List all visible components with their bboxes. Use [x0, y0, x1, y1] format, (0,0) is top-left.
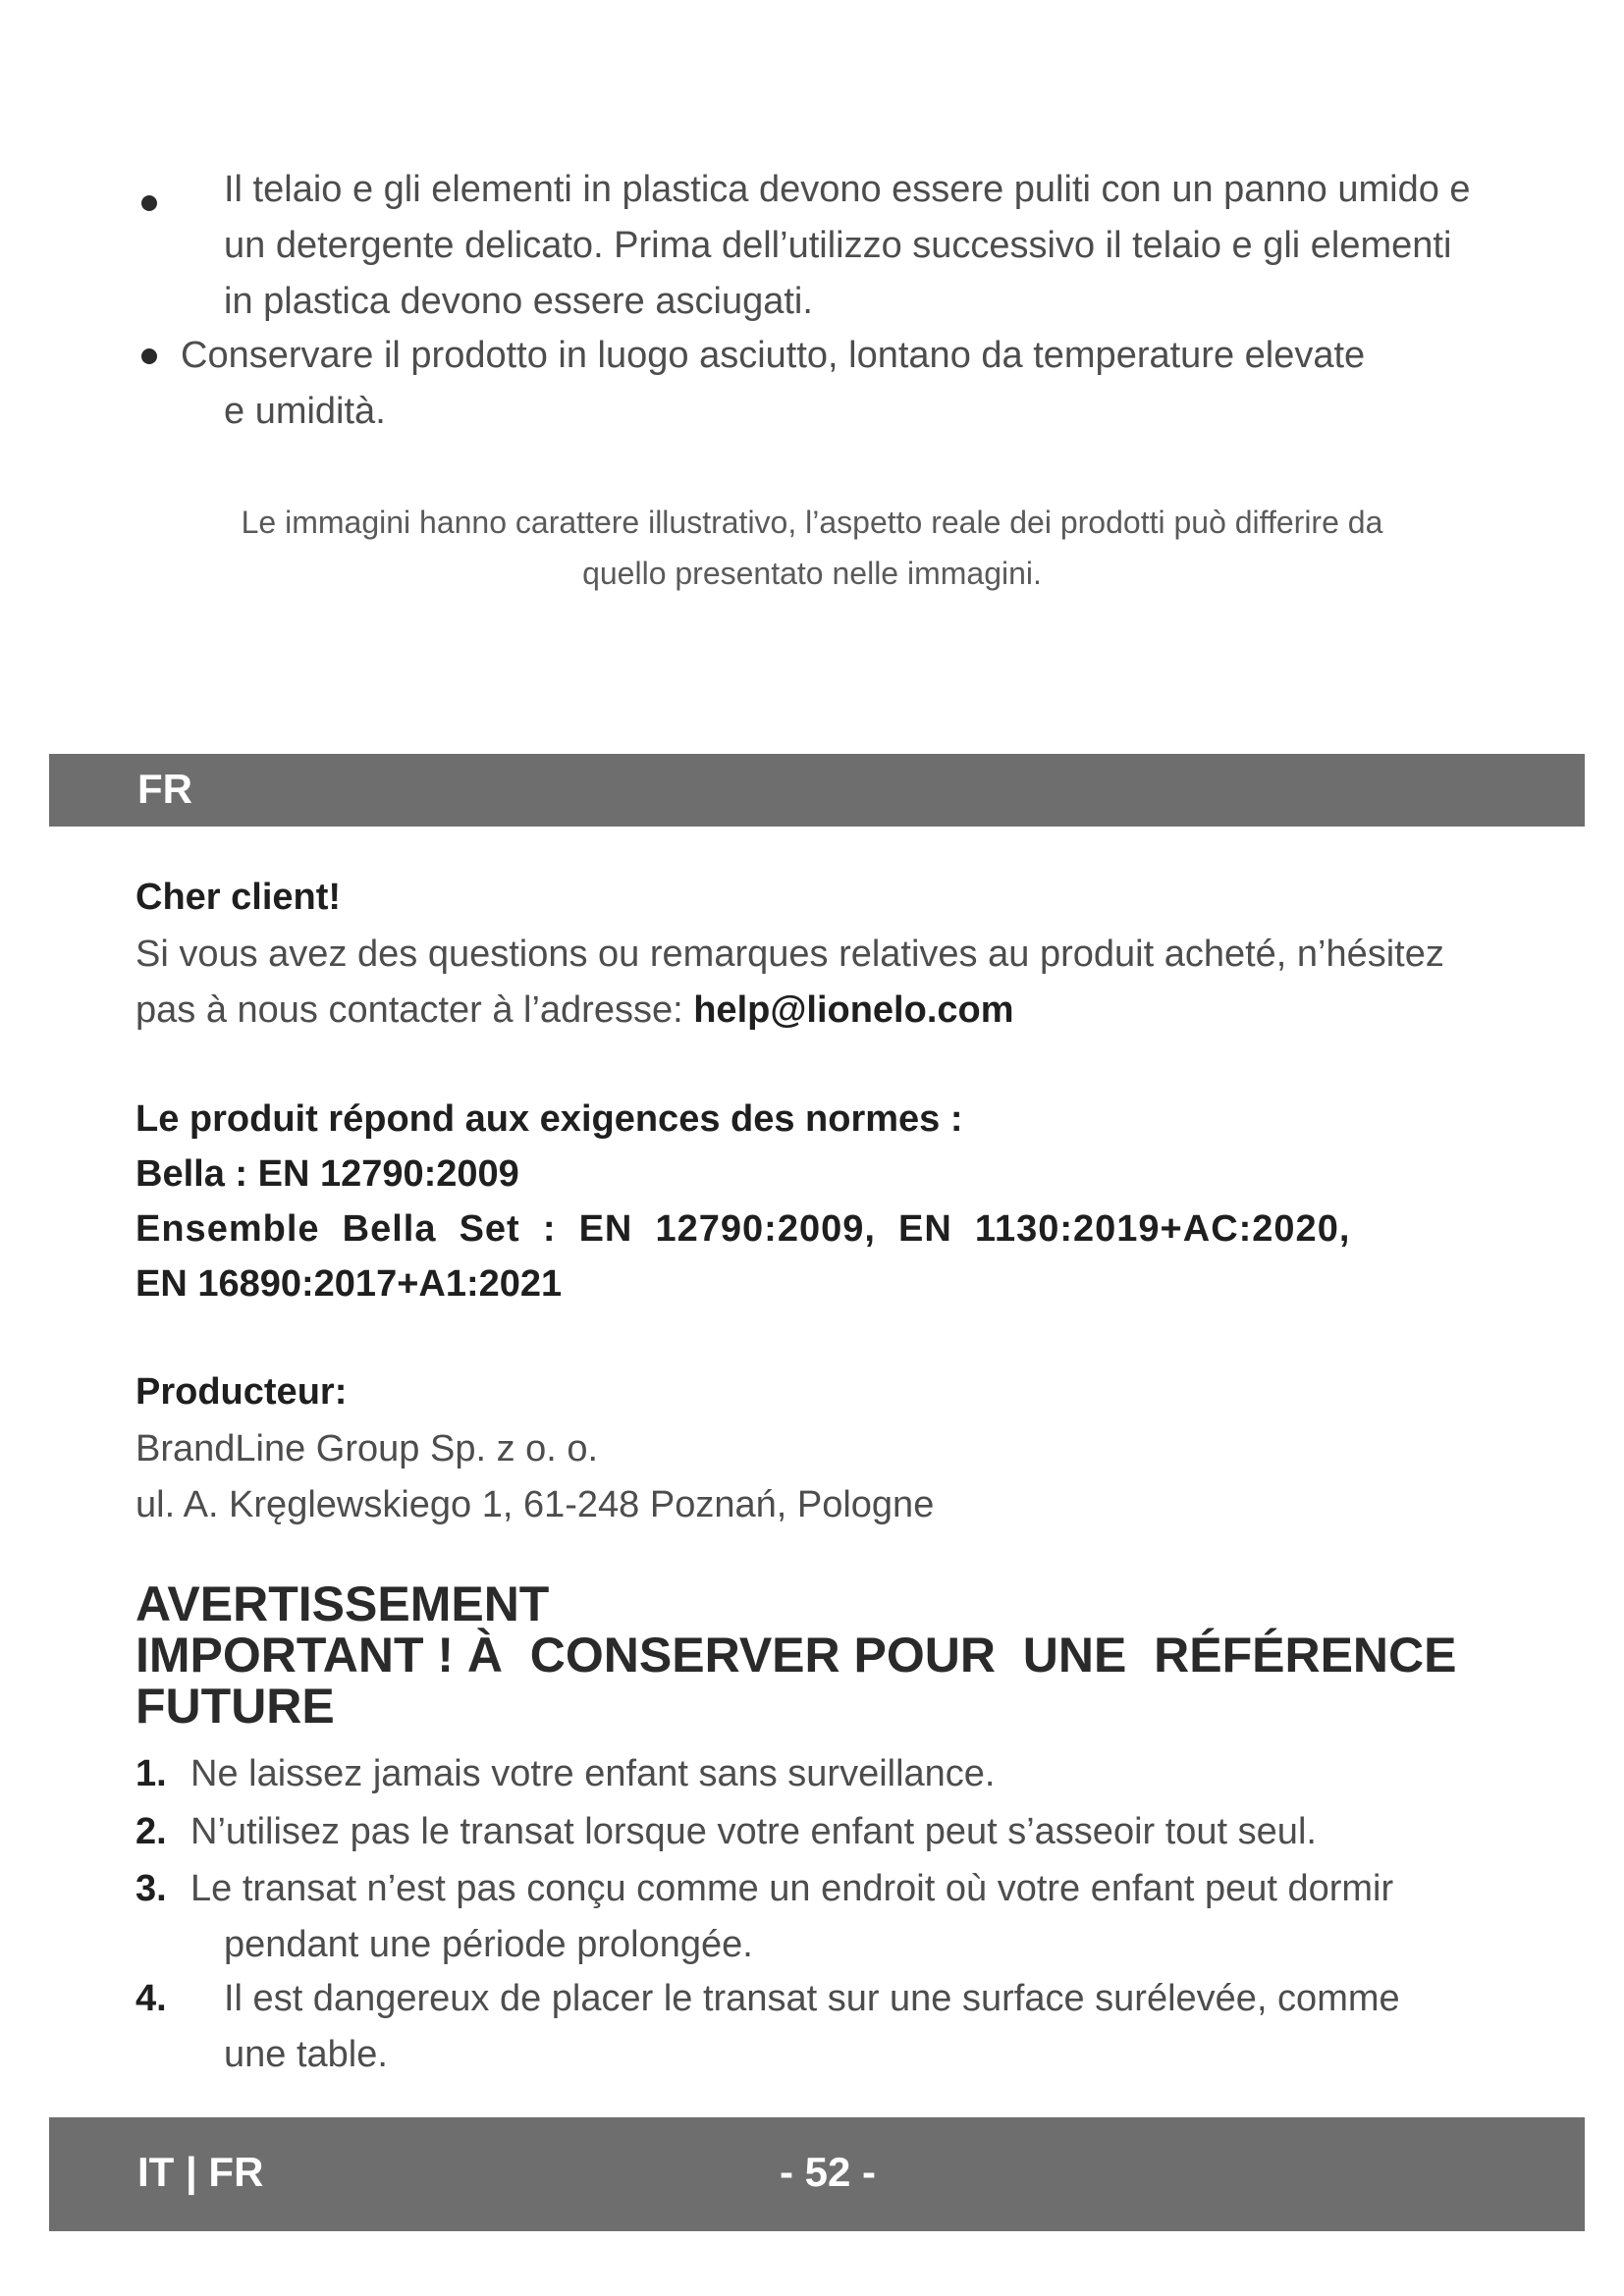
bullet-line: un detergente delicato. Prima dell’utilizzo successivo il telaio e gli elementi — [224, 225, 1452, 266]
warning-text — [224, 1971, 1400, 2083]
greeting: Cher client! — [135, 877, 342, 918]
bullet-line: in plastica devono essere asciugati. — [224, 281, 813, 322]
norms-line: Ensemble Bella Set : EN 12790:2009, EN 1130:2019+AC:2020, — [135, 1208, 1351, 1250]
bullet-text — [224, 162, 1471, 330]
email-link[interactable]: help@lionelo.com — [693, 989, 1014, 1031]
producer-line: BrandLine Group Sp. z o. o. — [135, 1428, 599, 1469]
norms-line: Bella : EN 12790:2009 — [135, 1153, 519, 1195]
warning-line: pendant une période prolongée. — [224, 1924, 753, 1965]
warning-title-line: IMPORTANT ! À CONSERVER POUR UNE RÉFÉRENCE — [135, 1628, 1457, 1682]
contact-prefix: pas à nous contacter à l’adresse: — [135, 989, 694, 1031]
warning-line: Le transat n’est pas conçu comme un endroit où votre enfant peut dormir — [190, 1868, 1394, 1909]
bullet-text — [181, 328, 1365, 440]
section-header-bar — [49, 754, 1585, 827]
bullet-line: Conservare il prodotto in luogo asciutto, lontano da temperature elevate — [181, 335, 1366, 376]
bullet-line: e umidità. — [224, 391, 386, 432]
producer-label: Producteur: — [135, 1371, 348, 1413]
warning-text — [190, 1861, 1393, 1973]
norms-heading: Le produit répond aux exigences des normes : — [135, 1098, 963, 1140]
warning-title-line: AVERTISSEMENT — [135, 1576, 550, 1631]
warning-number: 3. — [135, 1868, 167, 1909]
warning-number: 4. — [135, 1978, 167, 2019]
page-number: - 52 - — [780, 2149, 877, 2195]
warning-title-line: FUTURE — [135, 1679, 335, 1734]
footer-languages: IT | FR — [137, 2149, 264, 2195]
footer-bar — [49, 2117, 1585, 2231]
warning-number: 1. — [135, 1753, 167, 1794]
warning-line: Il est dangereux de placer le transat sur une surface surélevée, comme — [224, 1978, 1400, 2019]
contact-line — [135, 983, 1444, 1039]
bullet-line: Il telaio e gli elementi in plastica devono essere puliti con un panno umido e — [224, 169, 1471, 210]
contact-line: Si vous avez des questions ou remarques relatives au produit acheté, n’hésitez — [135, 934, 1444, 975]
illustration-note — [0, 497, 1624, 599]
producer-address — [135, 1421, 934, 1533]
norms-block — [135, 1092, 1510, 1311]
norms-line: EN 16890:2017+A1:2021 — [135, 1263, 563, 1305]
note-line: Le immagini hanno carattere illustrativo, l’aspetto reale dei prodotti può differire da — [241, 505, 1383, 540]
note-line: quello presentato nelle immagini. — [582, 556, 1042, 591]
warning-title — [135, 1578, 1456, 1732]
contact-text — [135, 927, 1444, 1039]
warning-text — [190, 1804, 1317, 1860]
producer-line: ul. A. Kręglewskiego 1, 61-248 Poznań, Pologne — [135, 1484, 935, 1525]
section-header-label: FR — [137, 766, 192, 812]
warning-text — [190, 1746, 996, 1802]
warning-line: N’utilisez pas le transat lorsque votre enfant peut s’asseoir tout seul. — [190, 1811, 1317, 1852]
bullet-dot — [141, 195, 157, 211]
bullet-dot — [141, 348, 157, 364]
warning-line: Ne laissez jamais votre enfant sans surveillance. — [190, 1753, 996, 1794]
warning-number: 2. — [135, 1811, 167, 1852]
warning-line: une table. — [224, 2034, 388, 2075]
